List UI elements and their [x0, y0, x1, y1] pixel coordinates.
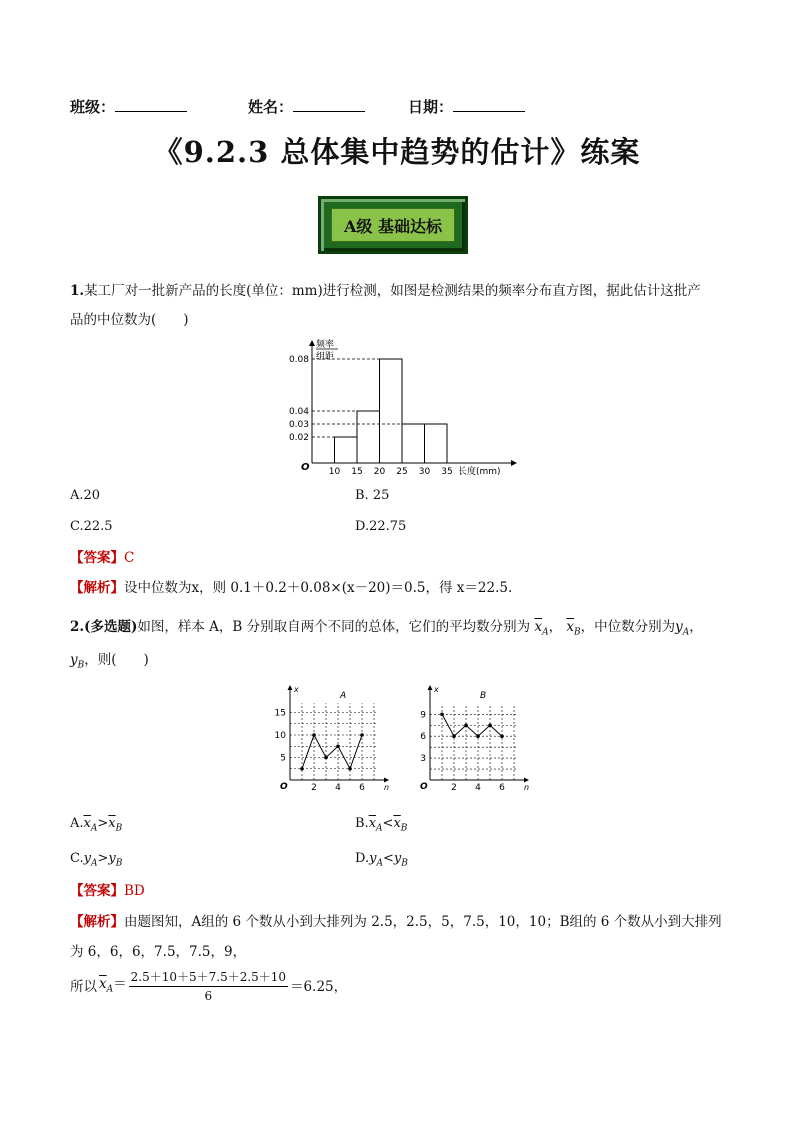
q2-analysis-tag: 【解析】 — [70, 914, 124, 930]
q2-option-d-rhs: y — [393, 851, 402, 866]
chart-title: A — [340, 691, 347, 701]
q2-mean-a-sub: A — [542, 627, 549, 638]
q1-analysis-tag: 【解析】 — [70, 580, 124, 596]
q2-option-a-rhs: $\overline{x}$ — [108, 816, 116, 831]
q2-option-b[interactable] — [355, 816, 407, 834]
class-field — [70, 96, 187, 117]
q2-option-b-lhs: $\overline{x}$ — [368, 816, 377, 831]
q2-option-d-rel: < — [382, 851, 394, 866]
histogram-bar — [335, 437, 358, 463]
y-tick-label: 0.03 — [288, 420, 309, 430]
x-tick-label: 20 — [373, 467, 386, 477]
x-tick-label: 4 — [475, 783, 481, 793]
histogram-bar — [402, 424, 425, 463]
y-axis-label: x — [434, 685, 439, 694]
y-tick-label: 5 — [280, 753, 286, 764]
q2-analysis-line2: 为 6，6，6，7.5，7.5，9， — [70, 944, 247, 960]
q2-tag: (多选题) — [84, 619, 138, 635]
histogram-bar — [425, 424, 448, 463]
q2-median-b-sub: B — [77, 660, 85, 671]
data-point — [500, 734, 504, 738]
histogram-bar — [380, 359, 403, 463]
q2-median-b: y — [70, 652, 78, 668]
y-tick-label: 15 — [274, 708, 286, 719]
q2-option-c-rhs-sub: B — [115, 858, 123, 869]
q2-option-a-rhs-sub: B — [115, 823, 123, 834]
x-axis-label: 长度(mm) — [458, 467, 501, 477]
q2-option-a-prefix: A. — [70, 816, 84, 831]
origin-label: O — [420, 782, 428, 792]
q2-answer-tag: 【答案】 — [70, 883, 124, 899]
date-label: 日期： — [408, 98, 454, 116]
q1-stem — [70, 281, 735, 301]
x-tick-label: 2 — [311, 783, 317, 793]
q2-option-c-rel: > — [97, 851, 109, 866]
q2-option-a-lhs: $\overline{x}$ — [83, 816, 91, 831]
q2-calc-result: ＝6.25， — [290, 978, 348, 995]
x-tick-label: 2 — [451, 783, 457, 793]
level-badge-label: A级 基础达标 — [344, 216, 442, 236]
q2-option-a-lhs-sub: A — [90, 823, 98, 834]
q2-analysis-line1: 由题图知，A组的 6 个数从小到大排列为 2.5，2.5，5，7.5，10，10；B组的 6 个数从小到大排列 — [124, 914, 722, 930]
name-label: 姓名： — [248, 98, 294, 116]
q2-option-b-prefix: B. — [355, 816, 369, 831]
y-tick-label: 3 — [420, 754, 426, 765]
q2-ze: ，则( ) — [84, 652, 149, 668]
q2-calc-fraction — [129, 968, 288, 1005]
q1-option-d[interactable]: D.22.75 — [355, 519, 407, 534]
q2-mean-a: $\overline{x}$ — [534, 619, 543, 635]
y-tick-label: 9 — [420, 710, 426, 721]
q1-option-a[interactable]: A.20 — [70, 488, 101, 503]
date-blank[interactable] — [453, 97, 525, 112]
q2-mean-b: $\overline{x}$ — [566, 619, 574, 635]
q2-median-text: ，中位数分别为 — [580, 619, 676, 635]
q2-answer — [70, 881, 145, 901]
y-tick-label: 0.08 — [288, 355, 309, 365]
q2-stem-line2 — [70, 650, 149, 676]
class-label: 班级： — [70, 98, 116, 116]
q2-option-a[interactable] — [70, 816, 122, 834]
q2-option-b-rhs: $\overline{x}$ — [393, 816, 401, 831]
origin-label: O — [280, 782, 288, 792]
y-tick-label: 10 — [274, 731, 286, 741]
q1-answer-tag: 【答案】 — [70, 550, 124, 566]
name-field — [248, 96, 365, 117]
x-tick-label: 15 — [351, 467, 363, 477]
data-point — [312, 733, 316, 737]
q2-option-a-rel: > — [97, 816, 109, 831]
q2-stem: 2.(多选题)如图，样本 A，B 分别取自两个不同的总体，它们的平均数分别为 $\overline{x}_A$， $\overline{x}_B$，中位数分别为$y_A$， — [70, 619, 703, 638]
y-label-bottom: 组距 — [316, 352, 335, 362]
q1-number: 1. — [70, 283, 85, 299]
histogram-chart — [280, 335, 520, 480]
histogram-bar — [357, 411, 380, 463]
q2-option-d-lhs: y — [369, 851, 377, 866]
y-tick-label: 6 — [420, 732, 426, 743]
q2-option-c[interactable] — [70, 851, 122, 869]
q2-median-a-sub: A — [682, 627, 690, 638]
x-tick-label: 10 — [328, 467, 341, 477]
q1-option-b[interactable]: B. 25 — [355, 488, 390, 503]
q2-text-line1: 如图，样本 A，B 分别取自两个不同的总体，它们的平均数分别为 — [137, 619, 531, 635]
q2-calc-mean-sub: A — [106, 984, 114, 995]
q1-answer — [70, 548, 134, 568]
q1-option-c[interactable]: C.22.5 — [70, 519, 113, 534]
x-tick-label: 6 — [499, 783, 505, 793]
y-tick-label: 0.02 — [288, 433, 309, 443]
data-point — [452, 734, 456, 738]
q2-option-c-lhs: y — [83, 851, 91, 866]
q2-option-b-lhs-sub: A — [376, 823, 383, 834]
q2-calc: 所以 $\overline{x}_A=$ $\frac{2.5+10+5+7.5+2.5+10}{6}$ ＝6.25， — [70, 970, 348, 1003]
data-point — [476, 734, 480, 738]
q1-analysis-text: 设中位数为x，则 0.1＋0.2＋0.08×(x－20)＝0.5，得 x＝22.5. — [124, 580, 513, 596]
data-point — [336, 744, 340, 748]
y-axis-label: x — [294, 685, 299, 694]
y-label-top: 频率 — [316, 340, 335, 350]
data-point — [348, 767, 352, 771]
q2-calc-prefix: 所以 — [70, 978, 97, 995]
x-axis-label: n — [524, 783, 530, 792]
x-tick-label: 30 — [418, 467, 431, 477]
x-tick-label: 4 — [335, 783, 341, 793]
q2-calc-mean: $\overline{x}$ — [99, 975, 107, 992]
x-tick-label: 6 — [359, 783, 365, 793]
line-chart-a — [268, 682, 390, 794]
q2-option-d-prefix: D. — [355, 851, 370, 866]
q2-option-c-prefix: C. — [70, 851, 84, 866]
q2-mean-b-sub: B — [573, 627, 581, 638]
data-point — [324, 756, 328, 760]
data-point — [464, 723, 468, 727]
q1-answer-value: C — [124, 550, 135, 566]
class-blank[interactable] — [115, 97, 187, 112]
level-badge — [318, 196, 468, 254]
data-point — [488, 723, 492, 727]
q1-analysis — [70, 578, 512, 598]
chart-title: B — [480, 691, 487, 701]
q2-calc-denominator: 6 — [204, 989, 213, 1003]
name-blank[interactable] — [293, 97, 365, 112]
data-point — [300, 767, 304, 771]
q2-answer-value: BD — [124, 883, 145, 899]
q2-option-d-rhs-sub: B — [401, 858, 408, 869]
page-title: 《9.2.3 总体集中趋势的估计》练案 — [153, 135, 641, 169]
data-point — [440, 713, 444, 717]
line-chart-b — [408, 682, 528, 794]
q1-text-line1: 某工厂对一批新产品的长度(单位：mm)进行检测，如图是检测结果的频率分布直方图，据此估计这批产 — [84, 283, 701, 299]
q2-option-d-lhs-sub: A — [376, 858, 383, 869]
x-axis-label: n — [384, 783, 390, 792]
q2-option-b-rel: < — [382, 816, 394, 831]
x-tick-label: 35 — [441, 467, 453, 477]
q2-analysis — [70, 912, 740, 932]
q2-calc-numerator: 2.5＋10＋5＋7.5＋2.5＋10 — [129, 968, 288, 987]
series-line — [302, 735, 362, 769]
q2-median-a: y — [675, 619, 683, 635]
q2-option-c-rhs: y — [108, 851, 116, 866]
date-field — [408, 96, 525, 117]
y-tick-label: 0.04 — [288, 407, 309, 417]
q2-option-b-rhs-sub: B — [400, 823, 408, 834]
q2-option-c-lhs-sub: A — [90, 858, 98, 869]
q2-number: 2. — [70, 619, 85, 635]
q2-option-d[interactable] — [355, 851, 408, 869]
x-tick-label: 25 — [396, 467, 408, 477]
data-point — [360, 733, 364, 737]
origin-label: O — [301, 462, 310, 473]
q1-stem-line2: 品的中位数为( ) — [70, 312, 189, 328]
